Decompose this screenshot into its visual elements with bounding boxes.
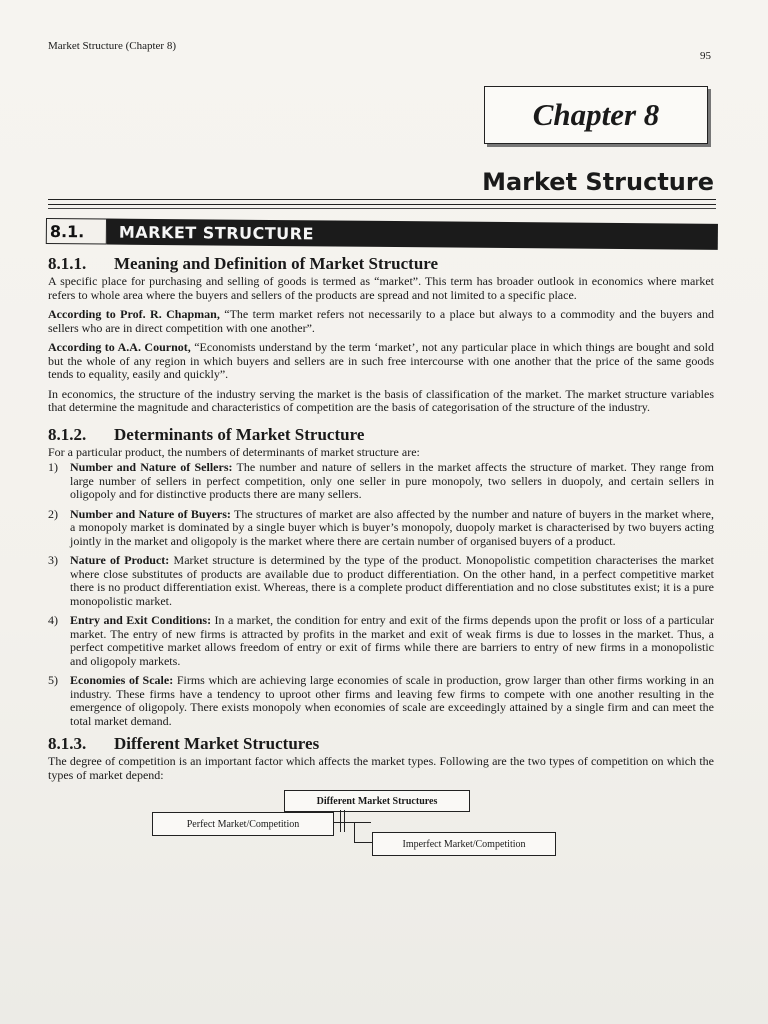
subsection-title: Determinants of Market Structure — [114, 424, 365, 444]
title-rule-double — [48, 199, 716, 205]
section-heading-bar — [46, 218, 718, 250]
subsection-title: Different Market Structures — [114, 734, 320, 753]
item-lead: Entry and Exit Conditions: — [70, 613, 212, 627]
diagram-connector — [354, 842, 372, 843]
list-item — [48, 508, 714, 549]
quote-lead: According to Prof. R. Chapman, — [48, 307, 220, 321]
paragraph: The degree of competition is an important factor which affects the market types. Following are the two types of competition on which the types of market depend: — [48, 754, 714, 782]
list-item — [48, 461, 714, 502]
item-lead: Number and Nature of Sellers: — [70, 460, 233, 474]
item-lead: Economies of Scale: — [70, 673, 174, 687]
item-lead: Number and Nature of Buyers: — [70, 506, 231, 521]
paragraph: In economics, the structure of the industry serving the market is the basis of classification of the market. The market structure variables that determine the magnitude and characteristics of competition are the basis of categorisation of the structure of the industry. — [48, 386, 714, 414]
section-number: 8.1. — [46, 218, 107, 245]
diagram-connector — [344, 810, 345, 832]
market-structures-diagram — [48, 788, 714, 868]
list-marker: 3) — [48, 553, 58, 567]
diagram-root-box: Different Market Structures — [284, 790, 470, 812]
item-text: Firms which are achieving large economies of scale in production, grow larger than other firms working in an industry. These firms have a tendency to uproot other firms and leaving few firms to compete with one another resulting in the emergence of oligopoly. There exists monopoly when economies of scale are exceedingly attained by a single firm and can meet the total market demand. — [70, 673, 714, 728]
diagram-right-box: Imperfect Market/Competition — [372, 832, 556, 856]
determinants-list — [48, 461, 714, 728]
list-marker: 4) — [48, 613, 58, 627]
subsection-number: 8.1.2. — [48, 424, 87, 444]
paragraph-cournot — [48, 341, 714, 382]
subsection-heading-813 — [48, 734, 714, 754]
subsection-title: Meaning and Definition of Market Structure — [114, 254, 439, 273]
item-text: The number and nature of sellers in the market affects the structure of market. They range from large number of sellers in perfect competition, only one seller in pure monopoly, two sellers in duopoly, and certain sellers in oligopoly and for distinctive products there are many sellers. — [70, 460, 715, 501]
item-text: Market structure is determined by the type of the product. Monopolistic competition characterises the market where close substitutes of products are available due to product differentiation. On the other hand, in a perfect competitive market there is no product differentiation exist. Whereas, there is a complete product differentiation and no close substitutes exist; it is a pure monopolistic market. — [70, 553, 715, 608]
chapter-label: Chapter 8 — [532, 97, 660, 132]
subsection-heading-812 — [48, 425, 714, 445]
paragraph-chapman — [48, 308, 714, 335]
subsection-number: 8.1.3. — [48, 734, 87, 753]
chapter-label-box — [484, 86, 708, 144]
running-head: Market Structure (Chapter 8) — [48, 40, 176, 52]
list-marker: 1) — [48, 460, 58, 474]
list-item — [48, 554, 714, 608]
item-text: In a market, the condition for entry and exit of the firms depends upon the profit or loss of a particular market. The entry of new firms is attracted by profits in the market and exit of weak firms is due to losses in the market. Thus, a perfect competitive market allows freedom of entry or exit of firms while there are barriers to entry of new firms in a monopolistic and oligopoly markets. — [70, 613, 714, 668]
item-lead: Nature of Product: — [70, 553, 170, 567]
subsection-number: 8.1.1. — [48, 254, 87, 273]
quote-lead: According to A.A. Cournot, — [48, 340, 191, 354]
diagram-connector — [331, 822, 371, 823]
list-item — [48, 674, 714, 728]
item-text: The structures of market are also affected by the number and nature of buyers in the market where, a monopoly market is dominated by a single buyer which is buyer’s monopoly, duopoly market is characterised by two buyers acting jointly in the market and oligopoly is the market where there are certain number of organised buyers of a product. — [70, 506, 714, 548]
chapter-title: Market Structure — [482, 168, 714, 196]
quote-text: “Economists understand by the term ‘market’, not any particular place in which things are bought and sold but the whole of any region in which buyers and sellers are in such free intercourse with one another that the price of the same goods tends to equality, easily and quickly”. — [48, 340, 714, 381]
page-number: 95 — [700, 50, 711, 62]
subsection-heading-811 — [48, 254, 714, 274]
section-title: MARKET STRUCTURE — [107, 219, 718, 250]
diagram-connector — [354, 822, 355, 842]
quote-text: “The term market refers not necessarily to a place but always to a commodity and the buyers and sellers who are in direct competition with one another”. — [48, 307, 715, 335]
diagram-connector — [340, 810, 341, 832]
diagram-left-box: Perfect Market/Competition — [152, 812, 334, 836]
paragraph: For a particular product, the numbers of determinants of market structure are: — [48, 444, 420, 459]
paragraph: A specific place for purchasing and selling of goods is termed as “market”. This term has broader outlook in economics where market refers to whole area where the buyers and sellers of the products are spread and not limited to a specific place. — [48, 274, 714, 302]
list-item — [48, 614, 714, 668]
list-marker: 5) — [48, 673, 58, 687]
page-content — [48, 254, 714, 868]
list-marker: 2) — [48, 506, 58, 521]
title-rule-single — [48, 208, 716, 209]
